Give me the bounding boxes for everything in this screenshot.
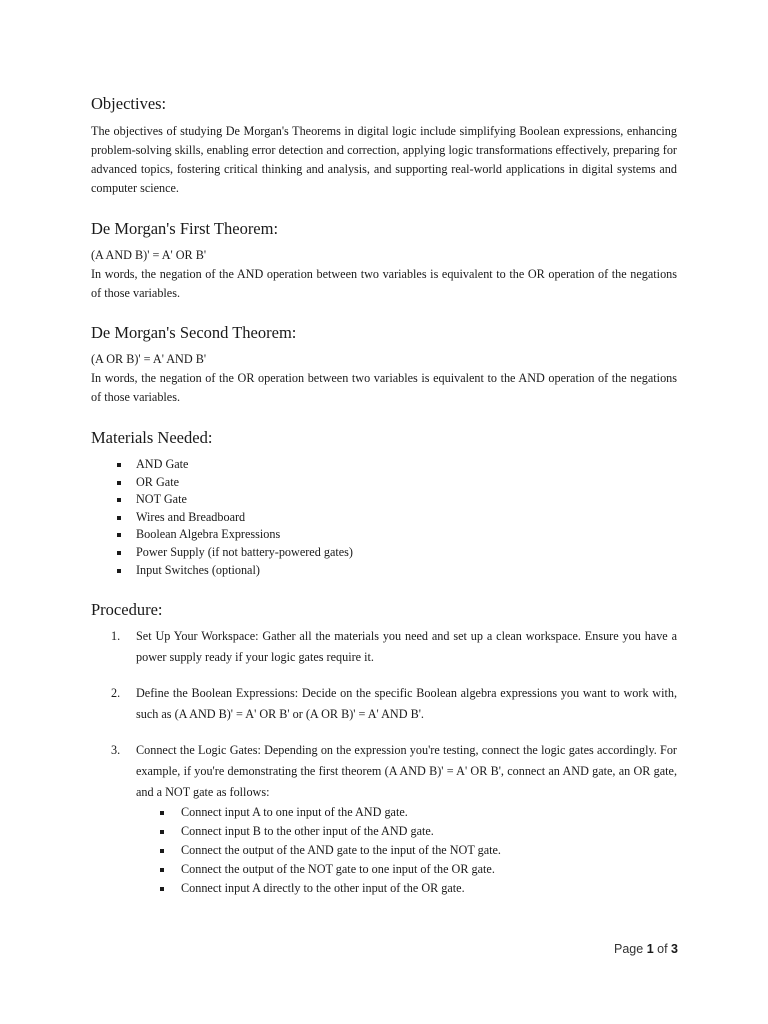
square-bullet-icon — [160, 868, 164, 872]
substep-item: Connect the output of the NOT gate to one input of the OR gate. — [136, 860, 677, 879]
procedure-heading: Procedure: — [91, 600, 163, 619]
first-theorem-heading: De Morgan's First Theorem: — [91, 219, 279, 238]
substep-item: Connect input B to the other input of the AND gate. — [136, 822, 677, 841]
connection-substeps-list — [136, 803, 677, 898]
square-bullet-icon — [160, 811, 164, 815]
materials-list — [91, 456, 353, 579]
materials-list-item: Power Supply (if not battery-powered gates) — [91, 544, 353, 562]
substep-item: Connect the output of the AND gate to the input of the NOT gate. — [136, 841, 677, 860]
second-theorem-formula: (A OR B)' = A' AND B' — [91, 352, 207, 366]
first-theorem-formula: (A AND B)' = A' OR B' — [91, 248, 207, 262]
square-bullet-icon — [117, 551, 121, 555]
procedure-step-2 — [91, 683, 677, 725]
substep-item: Connect input A to one input of the AND gate. — [136, 803, 677, 822]
first-theorem-description: In words, the negation of the AND operation between two variables is equivalent to the OR operation of the negations of those variables. — [91, 267, 677, 300]
page-number-footer — [614, 942, 678, 956]
square-bullet-icon — [117, 569, 121, 573]
square-bullet-icon — [117, 498, 121, 502]
square-bullet-icon — [117, 481, 121, 485]
square-bullet-icon — [117, 516, 121, 520]
materials-list-item: Boolean Algebra Expressions — [91, 526, 353, 544]
objectives-heading: Objectives: — [91, 94, 167, 113]
step-number: 1. — [111, 629, 121, 643]
step-number: 3. — [111, 743, 121, 757]
page-label: Page — [614, 942, 644, 956]
materials-list-item: Input Switches (optional) — [91, 562, 353, 580]
step-text: Define the Boolean Expressions: Decide on the specific Boolean algebra expressions you want to work with, such as (A AND B)' = A' OR B' or (A OR B)' = A' AND B'. — [136, 686, 677, 721]
materials-list-item: Wires and Breadboard — [91, 509, 353, 527]
of-label: of — [657, 942, 668, 956]
second-theorem-heading: De Morgan's Second Theorem: — [91, 323, 297, 342]
materials-heading: Materials Needed: — [91, 428, 213, 447]
step-text: Connect the Logic Gates: Depending on the expression you're testing, connect the logic gates accordingly. For example, if you're demonstrating the first theorem (A AND B)' = A' OR B', connect an AND gate, an OR gate, and a NOT gate as follows: — [136, 743, 677, 799]
square-bullet-icon — [160, 849, 164, 853]
materials-list-item: NOT Gate — [91, 491, 353, 509]
square-bullet-icon — [160, 830, 164, 834]
second-theorem-description: In words, the negation of the OR operation between two variables is equivalent to the AND operation of the negations of those variables. — [91, 371, 677, 404]
substep-item: Connect input A directly to the other input of the OR gate. — [136, 879, 677, 898]
square-bullet-icon — [160, 887, 164, 891]
square-bullet-icon — [117, 533, 121, 537]
step-text: Set Up Your Workspace: Gather all the materials you need and set up a clean workspace. Ensure you have a power supply ready if your logic gates require it. — [136, 629, 677, 664]
procedure-step-1 — [91, 626, 677, 668]
materials-list-item: OR Gate — [91, 474, 353, 492]
current-page-number: 1 — [646, 942, 654, 956]
procedure-step-3 — [91, 740, 677, 898]
square-bullet-icon — [117, 463, 121, 467]
objectives-paragraph: The objectives of studying De Morgan's Theorems in digital logic include simplifying Boolean expressions, enhancing problem-solving skills, enabling error detection and correction, applying logic transformations effectively, preparing for advanced topics, fostering critical thinking and analysis, and supporting real-world applications in digital systems and computer science. — [91, 124, 677, 195]
step-number: 2. — [111, 686, 121, 700]
total-pages-number: 3 — [671, 942, 678, 956]
materials-list-item: AND Gate — [91, 456, 353, 474]
